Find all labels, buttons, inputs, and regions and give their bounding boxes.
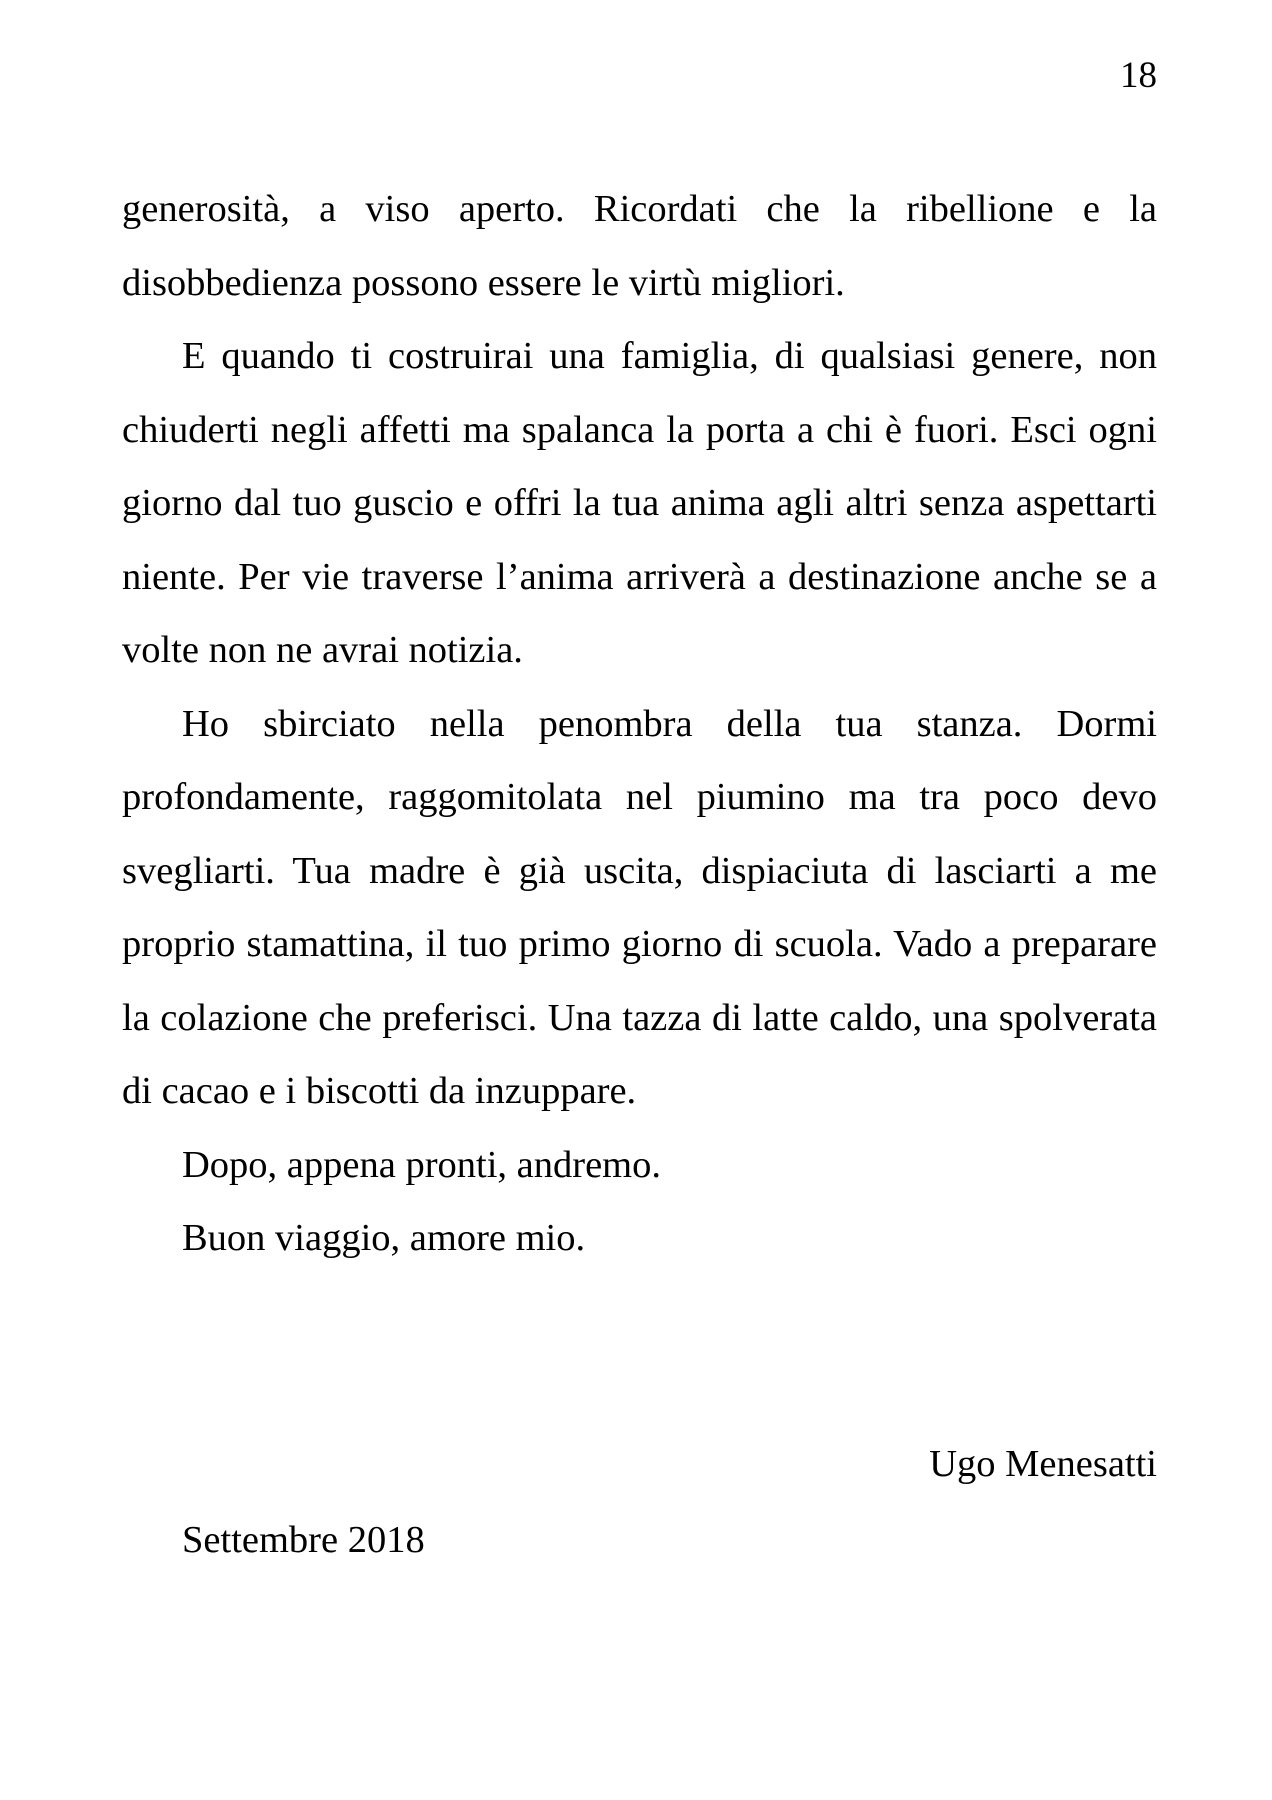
letter-date: Settembre 2018 xyxy=(182,1519,425,1561)
letter-body xyxy=(122,173,1157,1276)
page-number: 18 xyxy=(1120,55,1157,96)
paragraph-continuation: generosità, a viso aperto. Ricordati che la ribellione e la disobbedienza possono essere le virtù migliori. xyxy=(122,188,1157,304)
paragraph-farewell: Buon viaggio, amore mio. xyxy=(182,1217,586,1259)
paragraph-departure: Dopo, appena pronti, andremo. xyxy=(182,1143,661,1186)
author-signature: Ugo Menesatti xyxy=(929,1443,1157,1485)
paragraph-morning: Ho sbirciato nella penombra della tua stanza. Dormi profondamente, raggomitolata nel piumino ma tra poco devo svegliarti. Tua madre è già uscita, dispiaciuta di lasciarti a me proprio stamattina, il tuo primo giorno di scuola. Vado a preparare la colazione che preferisci. Una tazza di latte caldo, una spolverata di cacao e i biscotti da inzuppare. xyxy=(122,702,1157,1112)
paragraph-family: E quando ti costruirai una famiglia, di qualsiasi genere, non chiuderti negli affetti ma spalanca la porta a chi è fuori. Esci ogni giorno dal tuo guscio e offri la tua anima agli altri senza aspettarti niente. Per vie traverse l’anima arriverà a destinazione anche se a volte non ne avrai notizia. xyxy=(122,335,1157,671)
